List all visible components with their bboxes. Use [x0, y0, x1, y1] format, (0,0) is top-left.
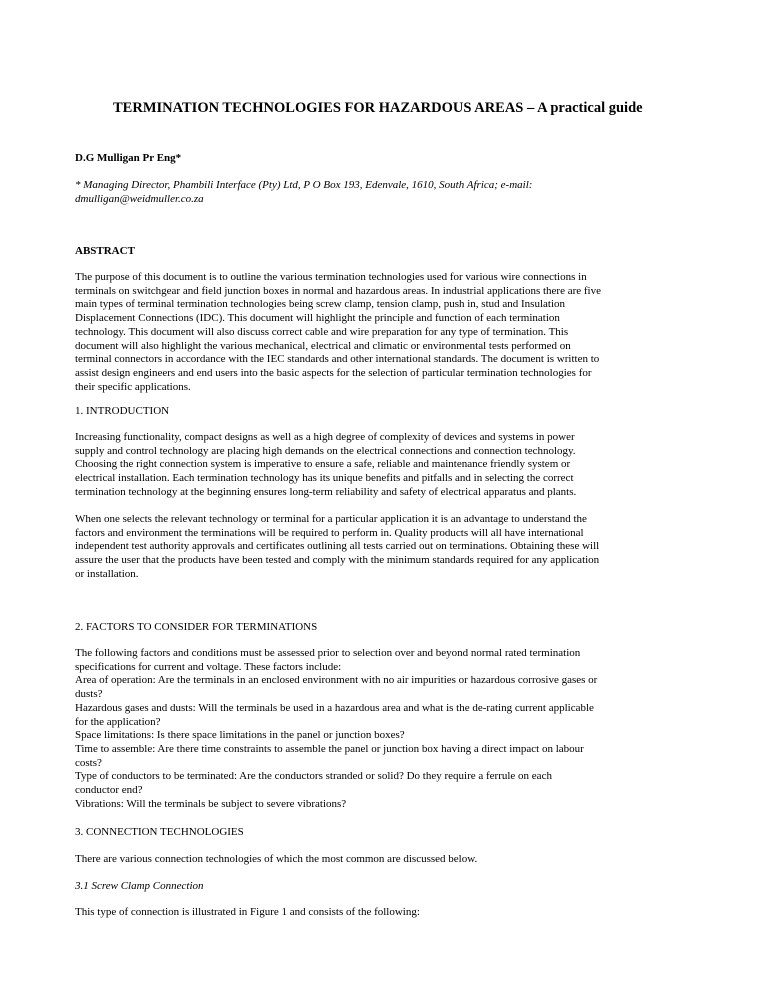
- text-line: When one selects the relevant technology or terminal for a particular application it is an advantage to understand the: [75, 513, 587, 525]
- affiliation: [75, 178, 635, 206]
- paper-title: TERMINATION TECHNOLOGIES FOR HAZARDOUS AREAS – A practical guide: [113, 100, 643, 116]
- author-line: D.G Mulligan Pr Eng*: [75, 152, 182, 164]
- text-line: or installation.: [75, 567, 139, 580]
- affiliation-line: * Managing Director, Phambili Interface (Pty) Ltd, P O Box 193, Edenvale, 1610, South Africa; e-mail:: [75, 179, 533, 191]
- introduction-paragraph-1: [75, 431, 695, 500]
- text-line: Increasing functionality, compact designs as well as a high degree of complexity of devices and systems in power: [75, 431, 575, 443]
- text-line: terminals on switchgear and field junction boxes in normal and hazardous areas. In industrial applications there are five: [75, 284, 601, 297]
- text-line: factors and environment the terminations will be required to perform in. Quality products will all have international: [75, 526, 584, 539]
- affiliation-line: dmulligan@weidmuller.co.za: [75, 193, 204, 205]
- text-line: termination technology at the beginning ensures long-term reliability and safety of electrical apparatus and plants.: [75, 485, 577, 498]
- text-line: Hazardous gases and dusts: Will the terminals be used in a hazardous area and what is the de-rating current applicable: [75, 701, 594, 714]
- factors-heading: 2. FACTORS TO CONSIDER FOR TERMINATIONS: [75, 621, 318, 633]
- text-line: document will also highlight the various mechanical, electrical and climatic or environmental tests performed on: [75, 339, 571, 352]
- text-line: technology. This document will also discuss correct cable and wire preparation for any type of termination. This: [75, 325, 569, 338]
- text-line: Choosing the right connection system is imperative to ensure a safe, reliable and maintenance friendly system or: [75, 458, 571, 471]
- connection-heading: 3. CONNECTION TECHNOLOGIES: [75, 826, 244, 838]
- text-line: assure the user that the products have been tested and comply with the minimum standards required for any application: [75, 554, 600, 567]
- text-line: Type of conductors to be terminated: Are the conductors stranded or solid? Do they require a ferrule on each: [75, 770, 552, 783]
- text-line: conductor end?: [75, 784, 143, 797]
- text-line: Space limitations: Is there space limitations in the panel or junction boxes?: [75, 729, 405, 742]
- text-line: costs?: [75, 756, 102, 769]
- screw-clamp-text: This type of connection is illustrated in Figure 1 and consists of the following:: [75, 906, 420, 918]
- connection-intro: There are various connection technologies of which the most common are discussed below.: [75, 853, 478, 865]
- text-line: assist design engineers and end users into the basic aspects for the selection of particular termination technologies for: [75, 366, 592, 379]
- abstract-heading: ABSTRACT: [75, 245, 135, 257]
- introduction-heading: 1. INTRODUCTION: [75, 405, 170, 417]
- text-line: The following factors and conditions must be assessed prior to selection over and beyond normal rated termination: [75, 647, 581, 659]
- text-line: The purpose of this document is to outline the various termination technologies used for various wire connections in: [75, 271, 587, 283]
- text-line: terminal connectors in accordance with the IEC standards and other international standards. The document is written to: [75, 353, 600, 366]
- text-line: dusts?: [75, 688, 103, 701]
- text-line: Time to assemble: Are there time constraints to assemble the panel or junction box having a direct impact on labour: [75, 742, 584, 755]
- text-line: Vibrations: Will the terminals be subject to severe vibrations?: [75, 797, 347, 810]
- introduction-paragraph-2: [75, 513, 695, 582]
- text-line: main types of terminal termination technologies being screw clamp, tension clamp, push in, stud and Insulation: [75, 298, 566, 311]
- text-line: supply and control technology are placing high demands on the electrical connections and connection technology.: [75, 444, 576, 457]
- factors-paragraph: [75, 647, 695, 811]
- text-line: specifications for current and voltage. These factors include:: [75, 660, 342, 673]
- screw-clamp-subheading: 3.1 Screw Clamp Connection: [75, 880, 204, 892]
- text-line: for the application?: [75, 715, 161, 728]
- text-line: independent test authority approvals and certificates outlining all tests carried out on terminations. Obtaining these will: [75, 540, 600, 553]
- text-line: their specific applications.: [75, 380, 191, 393]
- abstract-paragraph: [75, 271, 695, 394]
- text-line: Area of operation: Are the terminals in an enclosed environment with no air impurities or hazardous corrosive gases or: [75, 674, 598, 687]
- text-line: Displacement Connections (IDC). This document will highlight the principle and function of each termination: [75, 312, 560, 325]
- text-line: electrical installation. Each termination technology has its unique benefits and pitfalls and in selecting the correct: [75, 472, 574, 485]
